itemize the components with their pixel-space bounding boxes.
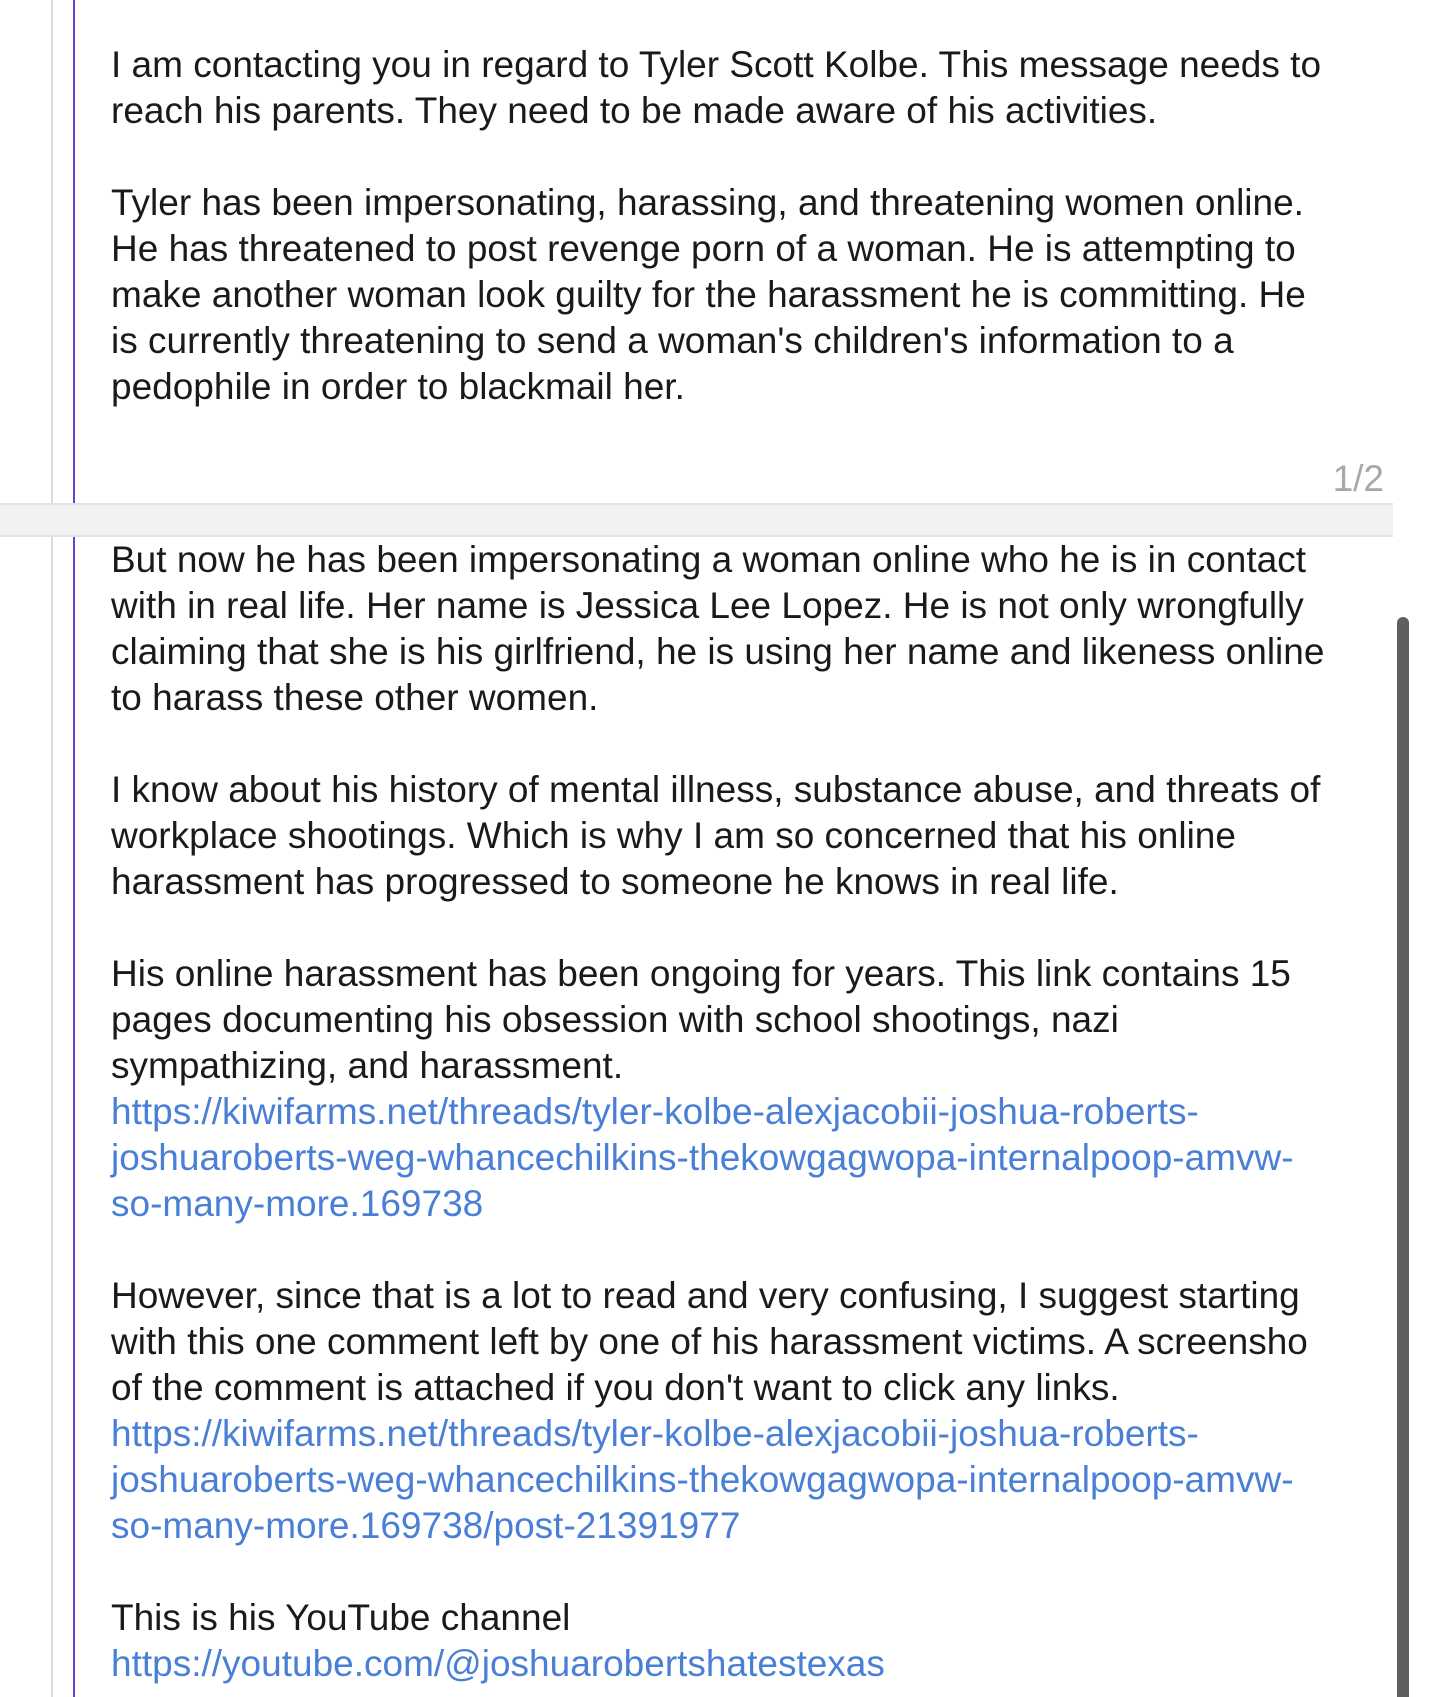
text-line: This is his YouTube channel xyxy=(111,1597,571,1638)
message-body-page-one xyxy=(111,42,1391,410)
kiwifarms-thread-link[interactable]: so-many-more.169738 xyxy=(111,1183,484,1224)
scrollbar-thumb[interactable] xyxy=(1397,617,1409,1697)
text-line: reach his parents. They need to be made aware of his activities. xyxy=(111,90,1158,131)
text-line: with in real life. Her name is Jessica Lee Lopez. He is not only wrongfully xyxy=(111,585,1304,626)
message-page-two xyxy=(0,537,1440,1697)
text-line: Tyler has been impersonating, harassing, and threatening women online. xyxy=(111,182,1304,223)
page-divider xyxy=(0,503,1440,537)
message-page-one xyxy=(0,0,1440,503)
paragraph-gap xyxy=(111,905,1391,951)
kiwifarms-post-link[interactable]: https://kiwifarms.net/threads/tyler-kolbe-alexjacobii-joshua-roberts- xyxy=(111,1413,1199,1454)
text-line: But now he has been impersonating a woman online who he is in contact xyxy=(111,539,1307,580)
kiwifarms-post-link[interactable]: so-many-more.169738/post-21391977 xyxy=(111,1505,741,1546)
text-line: sympathizing, and harassment. xyxy=(111,1045,624,1086)
youtube-channel-link[interactable]: https://youtube.com/@joshuarobertshatestexas xyxy=(111,1643,885,1684)
text-line: I know about his history of mental illness, substance abuse, and threats of xyxy=(111,769,1321,810)
text-line: with this one comment left by one of his harassment victims. A screensho xyxy=(111,1321,1308,1362)
paragraph-gap xyxy=(111,721,1391,767)
quote-accent-rule xyxy=(73,537,75,1697)
text-line: pedophile in order to blackmail her. xyxy=(111,366,685,407)
text-line: of the comment is attached if you don't want to click any links. xyxy=(111,1367,1120,1408)
page-counter: 1/2 xyxy=(1332,458,1384,499)
text-line: make another woman look guilty for the harassment he is committing. He xyxy=(111,274,1306,315)
text-line: to harass these other women. xyxy=(111,677,599,718)
text-line: His online harassment has been ongoing for years. This link contains 15 xyxy=(111,953,1291,994)
quote-accent-rule xyxy=(73,0,75,503)
kiwifarms-thread-link[interactable]: https://kiwifarms.net/threads/tyler-kolbe-alexjacobii-joshua-roberts- xyxy=(111,1091,1199,1132)
text-line: workplace shootings. Which is why I am so concerned that his online xyxy=(111,815,1236,856)
text-line: is currently threatening to send a woman's children's information to a xyxy=(111,320,1234,361)
paragraph-gap xyxy=(111,1549,1391,1595)
kiwifarms-post-link[interactable]: joshuaroberts-weg-whancechilkins-thekowgagwopa-internalpoop-amvw- xyxy=(111,1459,1294,1500)
text-line: claiming that she is his girlfriend, he is using her name and likeness online xyxy=(111,631,1325,672)
paragraph-gap xyxy=(111,1227,1391,1273)
text-line: I am contacting you in regard to Tyler Scott Kolbe. This message needs to xyxy=(111,44,1322,85)
paragraph-gap xyxy=(111,134,1391,180)
message-body-page-two xyxy=(111,537,1391,1687)
kiwifarms-thread-link[interactable]: joshuaroberts-weg-whancechilkins-thekowgagwopa-internalpoop-amvw- xyxy=(111,1137,1294,1178)
text-line: However, since that is a lot to read and very confusing, I suggest starting xyxy=(111,1275,1300,1316)
text-line: He has threatened to post revenge porn of a woman. He is attempting to xyxy=(111,228,1296,269)
text-line: pages documenting his obsession with school shootings, nazi xyxy=(111,999,1119,1040)
text-line: harassment has progressed to someone he knows in real life. xyxy=(111,861,1119,902)
